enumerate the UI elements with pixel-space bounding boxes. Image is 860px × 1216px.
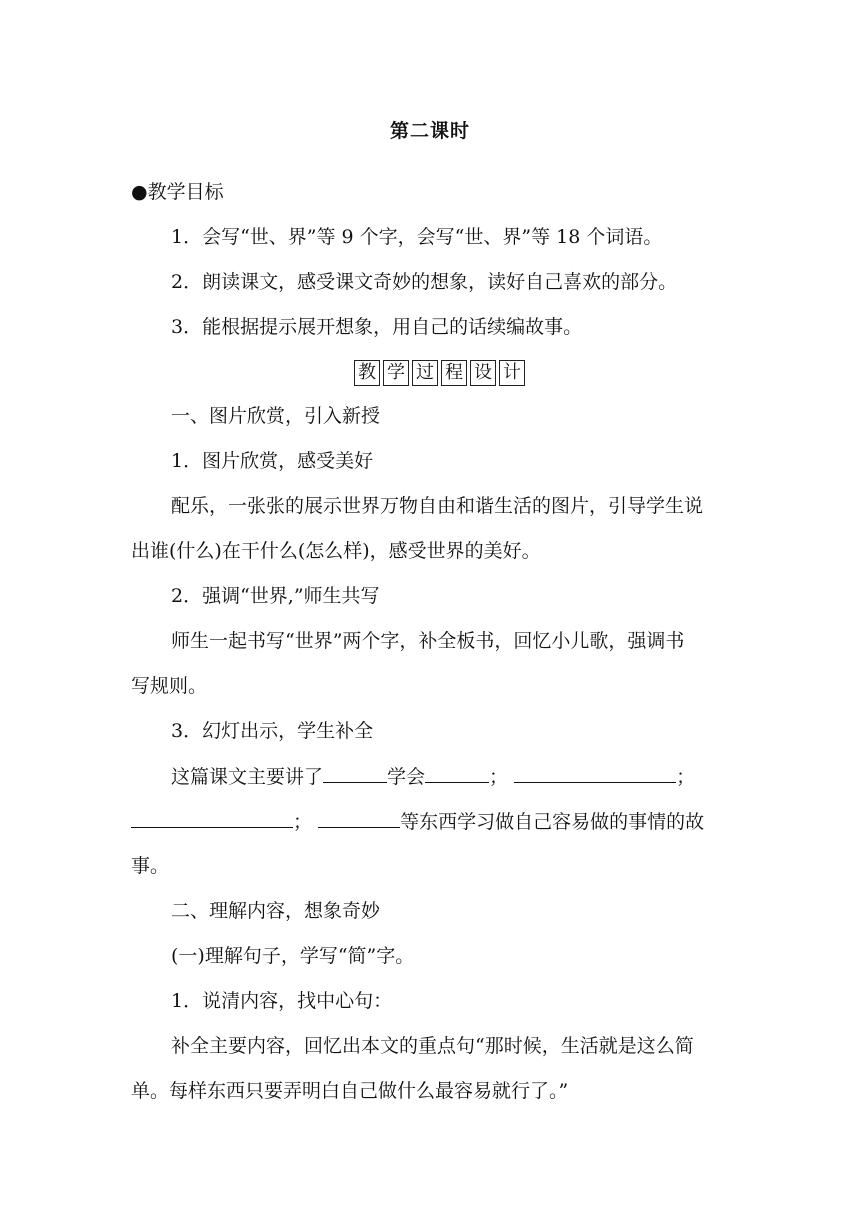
section1-step3-title: 3．幻灯出示，学生补全 — [171, 720, 374, 742]
fill-text-b: 学会 — [387, 766, 426, 788]
objective-item-2: 2．朗读课文，感受课文奇妙的想象，读好自己喜欢的部分。 — [171, 271, 678, 293]
fill-text-e: ； — [293, 811, 313, 833]
fill-text-a: 这篇课文主要讲了 — [171, 766, 324, 788]
fill-in-line-2 — [131, 809, 704, 834]
section2-step1-title: 1．说清内容，找中心句： — [171, 990, 393, 1012]
section1-step1-text-2: 出谁(什么)在干什么(怎么样)，感受世界的美好。 — [131, 540, 541, 562]
blank-3[interactable] — [514, 764, 676, 783]
design-box-3: 过 — [412, 360, 438, 386]
design-box-4: 程 — [441, 360, 467, 386]
blank-5[interactable] — [318, 809, 400, 828]
design-box-2: 学 — [383, 360, 409, 386]
section2-heading: 二、理解内容，想象奇妙 — [171, 900, 381, 922]
fill-in-line-1 — [171, 764, 695, 789]
blank-2[interactable] — [425, 764, 489, 783]
section2-step1-text-1: 补全主要内容，回忆出本文的重点句“那时候，生活就是这么简 — [171, 1035, 694, 1057]
design-box-5: 设 — [470, 360, 496, 386]
fill-in-line-3: 事。 — [131, 855, 170, 877]
blank-4[interactable] — [131, 809, 293, 828]
fill-text-f: 等东西学习做自己容易做的事情的故 — [400, 811, 705, 833]
design-box-1: 教 — [354, 360, 380, 386]
section1-step1-text-1: 配乐，一张张的展示世界万物自由和谐生活的图片，引导学生说 — [171, 495, 704, 517]
page-title: 第二课时 — [389, 120, 470, 142]
fill-text-d: ； — [676, 766, 696, 788]
design-title-boxes — [354, 360, 525, 386]
objective-item-3: 3．能根据提示展开想象，用自己的话续编故事。 — [171, 316, 583, 338]
section1-step2-text-1: 师生一起书写“世界”两个字，补全板书，回忆小儿歌，强调书 — [171, 630, 685, 652]
blank-1[interactable] — [323, 764, 387, 783]
design-box-6: 计 — [499, 360, 525, 386]
section1-heading: 一、图片欣赏，引入新授 — [171, 405, 381, 427]
fill-text-c: ； — [489, 766, 509, 788]
objective-item-1: 1．会写“世、界”等 9 个字，会写“世、界”等 18 个词语。 — [171, 226, 663, 248]
section1-step2-text-2: 写规则。 — [131, 675, 208, 697]
section2-step1-text-2: 单。每样东西只要弄明白自己做什么最容易就行了。” — [131, 1080, 569, 1102]
section2-sub1: (一)理解句子，学写“简”字。 — [171, 945, 415, 967]
objectives-heading: ●教学目标 — [131, 181, 224, 203]
section1-step2-title: 2．强调“世界,”师生共写 — [171, 585, 380, 607]
section1-step1-title: 1．图片欣赏，感受美好 — [171, 450, 374, 472]
